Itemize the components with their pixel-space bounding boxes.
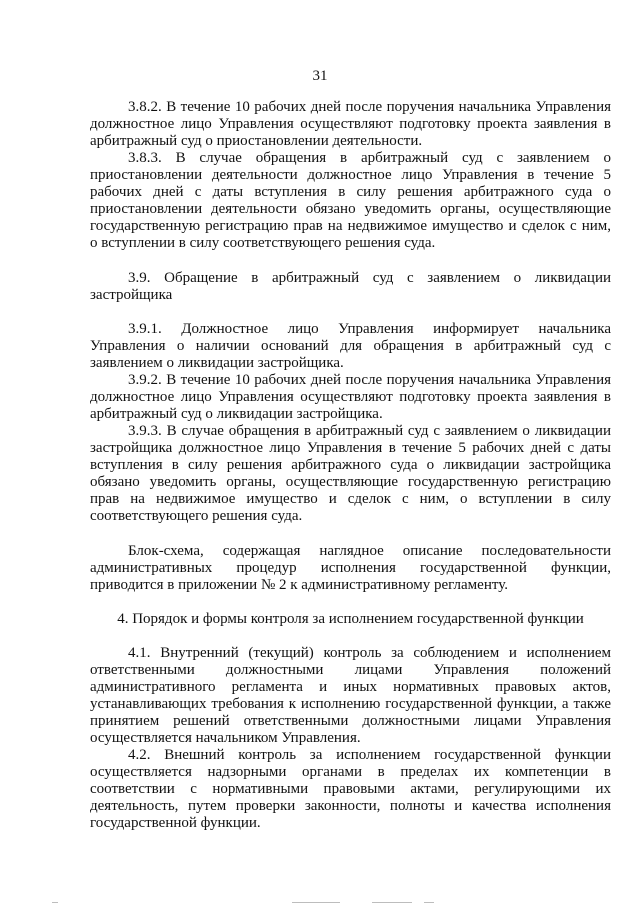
text-line: должностное лицо Управления осуществляют подготовку проекта заявления в bbox=[90, 116, 611, 132]
scan-artifact bbox=[52, 902, 58, 903]
text-line: приводится в приложении № 2 к административному регламенту. bbox=[90, 577, 508, 593]
paragraph-3-8-2 bbox=[90, 99, 611, 150]
paragraph-3-9-3 bbox=[90, 423, 611, 525]
scan-artifact bbox=[372, 902, 412, 903]
text-line: 3.9. Обращение в арбитражный суд с заявлением о ликвидации bbox=[128, 270, 611, 286]
paragraph-3-9-2 bbox=[90, 372, 611, 423]
section-heading-4 bbox=[90, 611, 611, 628]
text-line: Блок-схема, содержащая наглядное описание последовательности bbox=[128, 543, 611, 559]
text-line: арбитражный суд о ликвидации застройщика. bbox=[90, 406, 383, 422]
text-line: принятием решений ответственными должностными лицами Управления bbox=[90, 713, 611, 729]
section-heading-3-9 bbox=[90, 270, 611, 304]
text-line: осуществляется надзорными органами в пределах их компетенции в bbox=[90, 764, 611, 780]
text-line: приостановлении деятельности обязано уведомить органы, осуществляющие bbox=[90, 201, 611, 217]
text-line: деятельность, путем проверки законности, полноты и качества исполнения bbox=[90, 798, 611, 814]
text-line: приостановлении деятельности должностное лицо Управления в течение 5 bbox=[90, 167, 611, 183]
text-line: государственной функции. bbox=[90, 815, 261, 831]
paragraph-4-1 bbox=[90, 645, 611, 747]
text-line: 3.9.2. В течение 10 рабочих дней после поручения начальника Управления bbox=[128, 372, 611, 388]
text-line: заявлением о ликвидации застройщика. bbox=[90, 355, 344, 371]
text-line: рабочих дней с даты вступления в силу решения арбитражного суда о bbox=[90, 184, 611, 200]
text-line: о вступлении в силу соответствующего решения суда. bbox=[90, 235, 436, 251]
paragraph-block-schema bbox=[90, 543, 611, 594]
text-line: соответствующего решения суда. bbox=[90, 508, 303, 524]
text-line: прав на недвижимое имущество и сделок с ним, о вступлении в силу bbox=[90, 491, 611, 507]
text-line: осуществляется начальником Управления. bbox=[90, 730, 361, 746]
text-line: арбитражный суд о приостановлении деятельности. bbox=[90, 133, 423, 149]
text-line: ответственными должностными лицами Управления положений bbox=[90, 662, 611, 678]
text-line: 3.8.3. В случае обращения в арбитражный суд с заявлением о bbox=[128, 150, 611, 166]
text-line: устанавливающих требования к исполнению государственной функции, а также bbox=[90, 696, 611, 712]
text-line: застройщика bbox=[90, 287, 173, 303]
text-line: Управления о наличии оснований для обращения в арбитражный суд с bbox=[90, 338, 611, 354]
paragraph-3-9-1 bbox=[90, 321, 611, 372]
text-line: государственную регистрацию прав на недвижимое имущество и сделок с ним, bbox=[90, 218, 611, 234]
paragraph-4-2 bbox=[90, 747, 611, 832]
text-line: застройщика должностное лицо Управления в течение 5 рабочих дней с даты bbox=[90, 440, 611, 456]
text-line: 3.8.2. В течение 10 рабочих дней после поручения начальника Управления bbox=[128, 99, 611, 115]
text-line: 4. Порядок и формы контроля за исполнением государственной функции bbox=[117, 611, 584, 627]
text-line: соответствии с нормативными правовыми актами, регулирующими их bbox=[90, 781, 611, 797]
text-line: обязано уведомить органы, осуществляющие государственную регистрацию bbox=[90, 474, 611, 490]
scan-artifact bbox=[424, 902, 434, 903]
text-line: административных процедур исполнения государственной функции, bbox=[90, 560, 611, 576]
scan-artifact bbox=[292, 902, 340, 903]
paragraph-3-8-3 bbox=[90, 150, 611, 252]
text-line: вступления в силу решения арбитражного суда о ликвидации застройщика bbox=[90, 457, 611, 473]
text-line: 4.2. Внешний контроль за исполнением государственной функции bbox=[128, 747, 611, 763]
text-line: 4.1. Внутренний (текущий) контроль за соблюдением и исполнением bbox=[128, 645, 611, 661]
text-line: административного регламента и иных нормативных правовых актов, bbox=[90, 679, 611, 695]
page-number: 31 bbox=[312, 68, 328, 84]
text-line: 3.9.1. Должностное лицо Управления информирует начальника bbox=[128, 321, 611, 337]
text-line: 3.9.3. В случае обращения в арбитражный суд с заявлением о ликвидации bbox=[128, 423, 611, 439]
text-line: должностное лицо Управления осуществляют подготовку проекта заявления в bbox=[90, 389, 611, 405]
